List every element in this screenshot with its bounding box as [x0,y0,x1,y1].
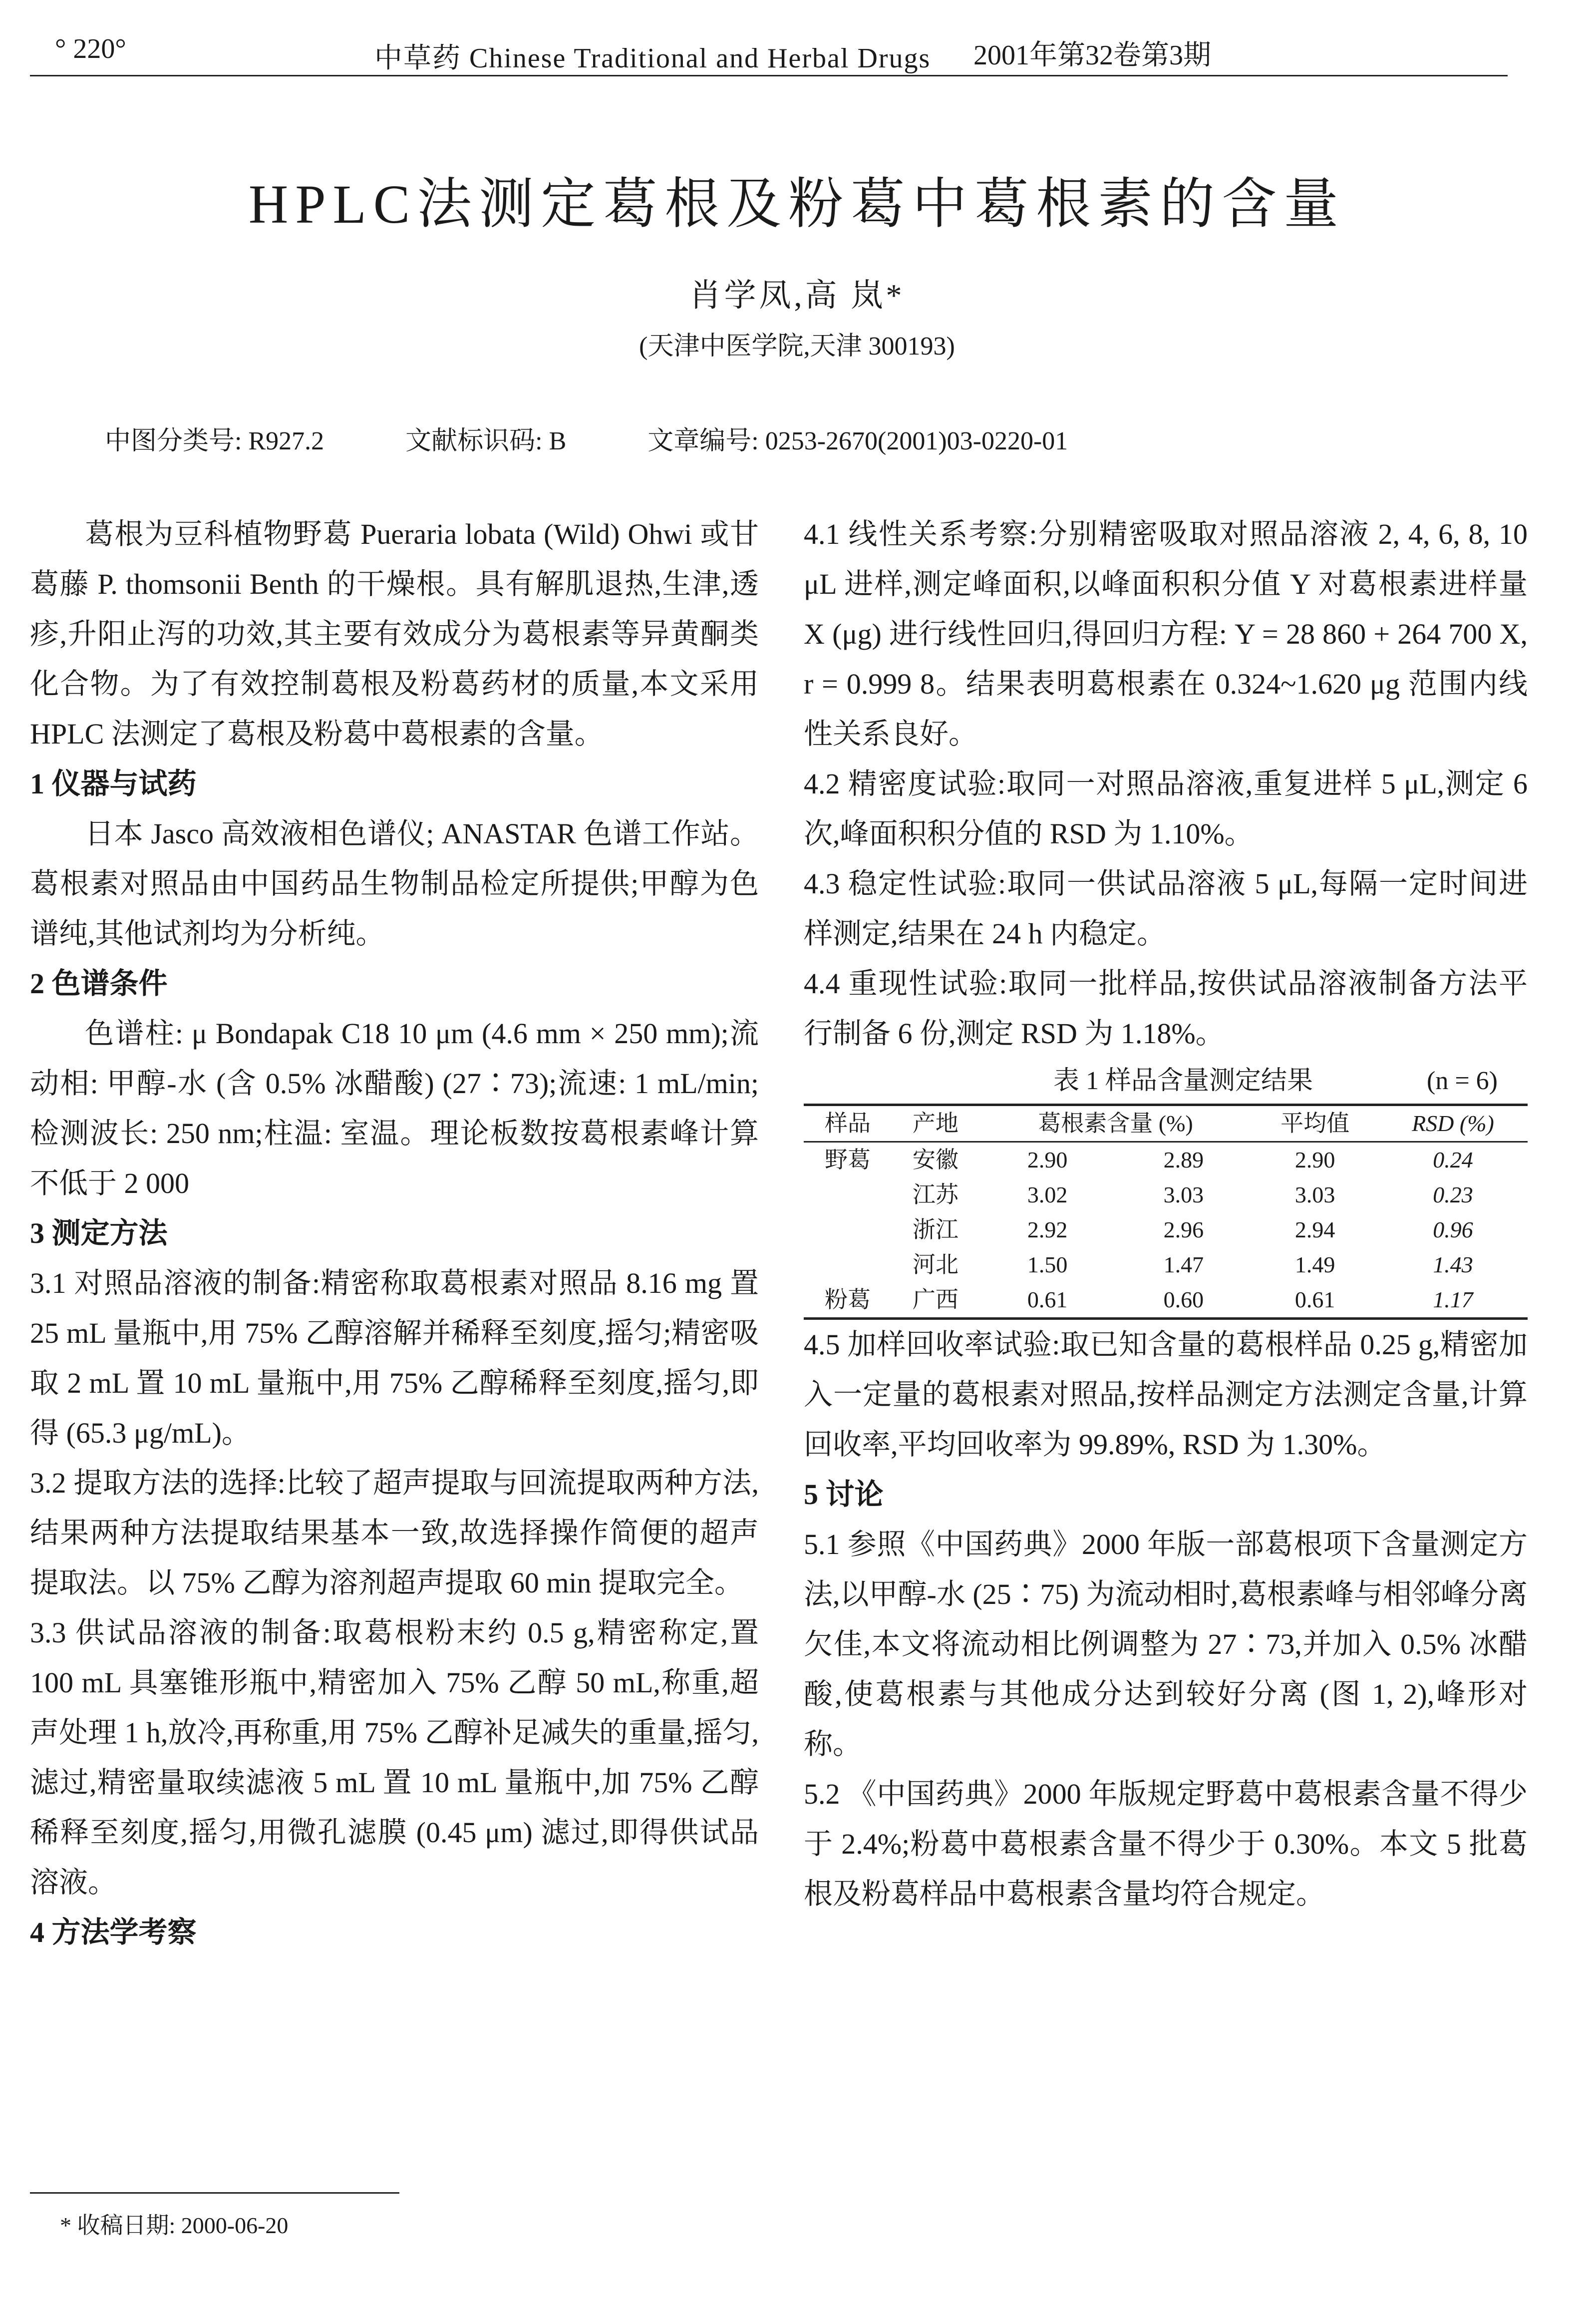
section-2-text: 色谱柱: μ Bondapak C18 10 μm (4.6 mm × 250 mm);流动相: 甲醇-水 (含 0.5% 冰醋酸) (27∶73);流速: 1 mL/min;检测波长: 250 nm;柱温: 室温。理论板数按葛根素峰计算不低于 2 000 [30,1017,759,1199]
left-column [30,509,759,1957]
footnote-rule [30,2192,399,2194]
cell [804,1247,892,1282]
classification-line [105,419,1503,457]
table-row [804,1247,1528,1282]
cell: 2.89 [1163,1147,1204,1172]
cell: 1.47 [1163,1252,1204,1277]
document-code: 文献标识码: B [405,427,567,455]
col-mean: 平均值 [1280,1111,1350,1136]
cell: 2.90 [1027,1147,1068,1172]
cell: 0.23 [1433,1182,1473,1207]
cell: 野葛 [824,1147,871,1172]
table-row [804,1282,1528,1319]
cell: 河北 [912,1252,958,1277]
section-1-text: 日本 Jasco 高效液相色谱仪; ANASTAR 色谱工作站。葛根素对照品由中国药品生物制品检定所提供;甲醇为色谱纯,其他试剂均为分析纯。 [30,817,759,950]
cell: 2.96 [1163,1217,1204,1242]
cell: 0.24 [1433,1147,1473,1172]
volume-issue: 2001年第32卷第3期 [973,40,1211,71]
cell: 3.03 [1163,1182,1204,1207]
intro-paragraph: 葛根为豆科植物野葛 Pueraria lobata (Wild) Ohwi 或甘葛藤 P. thomsonii Benth 的干燥根。具有解肌退热,生津,透疹,升阳止泻的功效,其主要有效成分为葛根素等异黄酮类化合物。为了有效控制葛根及粉葛药材的质量,本文采用 HPLC 法测定了葛根及粉葛中葛根素的含量。 [30,518,759,750]
cell: 安徽 [912,1147,958,1172]
section-3-1: 3.1 对照品溶液的制备:精密称取葛根素对照品 8.16 mg 置 25 mL 量瓶中,用 75% 乙醇溶解并稀释至刻度,摇匀;精密吸取 2 mL 置 10 mL 量瓶中,用 75% 乙醇稀释至刻度,摇匀,即得 (65.3 μg/mL)。 [30,1267,759,1449]
table-n: (n = 6) [1427,1067,1498,1095]
col-sample: 样品 [824,1111,871,1136]
section-4-1: 4.1 线性关系考察:分别精密吸取对照品溶液 2, 4, 6, 8, 10 μL 进样,测定峰面积,以峰面积积分值 Y 对葛根素进样量 X (μg) 进行线性回归,得回归方程: Y = 28 860 + 264 700 X, r = 0.999 8。结果表明葛根素在 0.324~1.620 μg 范围内线性关系良好。 [804,518,1528,750]
table-row [804,1212,1528,1247]
footnote: * 收稿日期: 2000-06-20 [60,2213,289,2238]
table-row [804,1142,1528,1178]
cell: 3.03 [1294,1182,1335,1207]
cell: 1.17 [1433,1287,1473,1312]
article-title: HPLC法测定葛根及粉葛中葛根素的含量 [248,174,1346,235]
cell: 0.96 [1433,1217,1473,1242]
table-caption-row [804,1059,1528,1104]
cell: 3.02 [1027,1182,1068,1207]
right-column [804,509,1528,1919]
section-5-heading: 5 讨论 [804,1478,884,1511]
results-table [804,1104,1528,1320]
cell: 0.60 [1163,1287,1204,1312]
section-5-1: 5.1 参照《中国药典》2000 年版一部葛根项下含量测定方法,以甲醇-水 (25∶75) 为流动相时,葛根素峰与相邻峰分离欠佳,本文将流动相比例调整为 27∶73,并加入 0.5% 冰醋酸,使葛根素与其他成分达到较好分离 (图 1, 2),峰形对称。 [804,1528,1528,1760]
section-4-5: 4.5 加样回收率试验:取已知含量的葛根样品 0.25 g,精密加入一定量的葛根素对照品,按样品测定方法测定含量,计算回收率,平均回收率为 99.89%, RSD 为 1.30%。 [804,1328,1528,1461]
col-content: 葛根素含量 (%) [1038,1111,1193,1136]
journal-name: 中草药 Chinese Traditional and Herbal Drugs [374,43,931,74]
clc-number: 中图分类号: R927.2 [105,427,324,455]
cell: 0.61 [1294,1287,1335,1312]
section-4-4: 4.4 重现性试验:取同一批样品,按供试品溶液制备方法平行制备 6 份,测定 RSD 为 1.18%。 [804,967,1528,1050]
cell [804,1212,892,1247]
cell: 粉葛 [824,1287,871,1312]
section-2-heading: 2 色谱条件 [30,967,168,1000]
section-4-2: 4.2 精密度试验:取同一对照品溶液,重复进样 5 μL,测定 6 次,峰面积积分值的 RSD 为 1.10%。 [804,768,1528,850]
cell: 2.90 [1294,1147,1335,1172]
table-header-row [804,1105,1528,1142]
section-3-3: 3.3 供试品溶液的制备:取葛根粉末约 0.5 g,精密称定,置 100 mL 具塞锥形瓶中,精密加入 75% 乙醇 50 mL,称重,超声处理 1 h,放冷,再称重,用 75% 乙醇补足减失的重量,摇匀,滤过,精密量取续滤液 5 mL 置 10 mL 量瓶中,加 75% 乙醇稀释至刻度,摇匀,用微孔滤膜 (0.45 μm) 滤过,即得供试品溶液。 [30,1616,759,1899]
section-1-heading: 1 仪器与试药 [30,768,197,800]
cell: 1.43 [1433,1252,1473,1277]
table-caption: 表 1 样品含量测定结果 [1053,1067,1313,1095]
table-row [804,1177,1528,1212]
section-3-heading: 3 测定方法 [30,1217,168,1249]
col-rsd: RSD (%) [1412,1111,1494,1136]
cell: 1.50 [1027,1252,1068,1277]
authors: 肖学凤,高 岚* [689,278,905,313]
section-4-heading: 4 方法学考察 [30,1916,197,1948]
section-3-2: 3.2 提取方法的选择:比较了超声提取与回流提取两种方法,结果两种方法提取结果基本一致,故选择操作简便的超声提取法。以 75% 乙醇为溶剂超声提取 60 min 提取完全。 [30,1467,759,1599]
section-5-2: 5.2 《中国药典》2000 年版规定野葛中葛根素含量不得少于 2.4%;粉葛中葛根素含量不得少于 0.30%。本文 5 批葛根及粉葛样品中葛根素含量均符合规定。 [804,1778,1528,1910]
cell: 1.49 [1294,1252,1335,1277]
running-header [30,33,1568,78]
affiliation: (天津中医学院,天津 300193) [639,332,955,361]
page-number: ° 220° [55,33,126,64]
header-rule [30,75,1508,76]
cell: 浙江 [912,1217,958,1242]
cell: 2.94 [1294,1217,1335,1242]
cell: 2.92 [1027,1217,1068,1242]
section-4-3: 4.3 稳定性试验:取同一供试品溶液 5 μL,每隔一定时间进样测定,结果在 24 h 内稳定。 [804,867,1528,950]
cell: 江苏 [912,1182,958,1207]
cell [804,1177,892,1212]
col-origin: 产地 [912,1111,958,1136]
cell: 广西 [912,1287,958,1312]
cell: 0.61 [1027,1287,1068,1312]
article-number: 文章编号: 0253-2670(2001)03-0220-01 [647,427,1068,455]
